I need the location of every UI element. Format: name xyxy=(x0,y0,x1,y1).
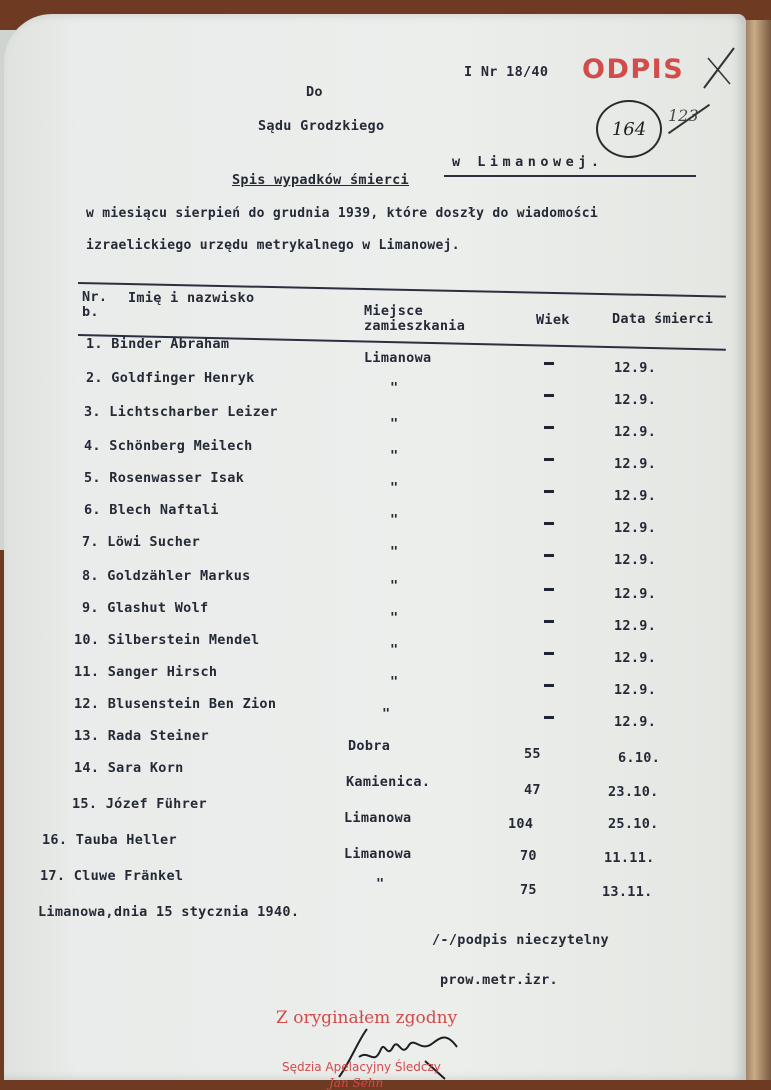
row-7-date: 12.9. xyxy=(614,552,657,568)
document-title: Spis wypadków śmierci xyxy=(232,172,409,188)
row-1-date: 12.9. xyxy=(614,360,657,376)
row-9-date: 12.9. xyxy=(614,618,657,634)
row-12-date: 12.9. xyxy=(614,714,657,730)
row-12-residence: " xyxy=(382,706,391,722)
row-1-residence: Limanowa xyxy=(364,350,432,366)
header-date: Data śmierci xyxy=(612,311,714,327)
addressee-place: w Limanowej. xyxy=(452,154,604,170)
row-15-residence: Limanowa xyxy=(344,810,412,826)
row-4-nr-name: 4. Schönberg Meilech xyxy=(84,438,253,454)
row-7-nr-name: 7. Löwi Sucher xyxy=(82,534,201,550)
row-1-nr-name: 1. Binder Abraham xyxy=(86,336,230,352)
header-nr: Nr. b. xyxy=(82,289,108,320)
row-8-age-dash xyxy=(544,588,554,591)
row-5-nr-name: 5. Rosenwasser Isak xyxy=(84,470,245,486)
row-13-age: 55 xyxy=(524,746,541,762)
row-5-date: 12.9. xyxy=(614,488,657,504)
row-16-nr-name: 16. Tauba Heller xyxy=(42,832,177,848)
circled-number-text: 164 xyxy=(611,118,647,140)
row-6-date: 12.9. xyxy=(614,520,657,536)
signature-note: /-/podpis nieczytelny xyxy=(432,932,609,948)
row-5-age-dash xyxy=(544,490,554,493)
row-2-date: 12.9. xyxy=(614,392,657,408)
row-17-nr-name: 17. Cluwe Fränkel xyxy=(40,868,184,884)
document-page xyxy=(4,14,746,1090)
row-8-date: 12.9. xyxy=(614,586,657,602)
row-7-residence: " xyxy=(390,544,399,560)
intro-line-2: izraelickiego urzędu metrykalnego w Limanowej. xyxy=(86,238,460,253)
row-10-date: 12.9. xyxy=(614,650,657,666)
row-11-date: 12.9. xyxy=(614,682,657,698)
header-age: Wiek xyxy=(536,312,570,328)
addressee-to: Do xyxy=(306,84,323,100)
row-9-nr-name: 9. Glashut Wolf xyxy=(82,600,209,616)
row-4-date: 12.9. xyxy=(614,456,657,472)
row-14-date: 23.10. xyxy=(608,784,659,800)
odpis-stamp: ODPIS xyxy=(582,54,685,85)
row-4-age-dash xyxy=(544,458,554,461)
registry-office: prow.metr.izr. xyxy=(440,972,558,988)
row-8-nr-name: 8. Goldzähler Markus xyxy=(82,568,251,584)
addressee-court: Sądu Grodzkiego xyxy=(258,118,385,134)
row-10-age-dash xyxy=(544,652,554,655)
row-14-age: 47 xyxy=(524,782,541,798)
row-7-age-dash xyxy=(544,554,554,557)
place-underline xyxy=(444,175,696,177)
row-11-age-dash xyxy=(544,684,554,687)
intro-line-1: w miesiącu sierpień do grudnia 1939, które doszły do wiadomości xyxy=(86,206,598,221)
row-9-residence: " xyxy=(390,610,399,626)
row-4-residence: " xyxy=(390,448,399,464)
row-6-age-dash xyxy=(544,522,554,525)
row-3-nr-name: 3. Lichtscharber Leizer xyxy=(84,404,278,420)
row-11-residence: " xyxy=(390,674,399,690)
header-residence: Miejsce zamieszkania xyxy=(364,303,466,334)
row-9-age-dash xyxy=(544,620,554,623)
row-17-residence: " xyxy=(376,876,385,892)
reference-number: I Nr 18/40 xyxy=(464,64,549,80)
row-16-residence: Limanowa xyxy=(344,846,412,862)
row-12-nr-name: 12. Blusenstein Ben Zion xyxy=(74,696,277,712)
row-14-residence: Kamienica. xyxy=(346,774,431,790)
row-13-date: 6.10. xyxy=(618,750,661,766)
judge-title-stamp: Sędzia Apelacyjny Śledczy xyxy=(282,1060,441,1074)
row-10-nr-name: 10. Silberstein Mendel xyxy=(74,632,260,648)
row-15-age: 104 xyxy=(508,816,534,832)
judge-name-stamp: Jan Sehn xyxy=(329,1076,384,1090)
row-10-residence: " xyxy=(390,642,399,658)
cross-mark-icon xyxy=(694,44,744,94)
row-16-date: 11.11. xyxy=(604,850,655,866)
place-date-line: Limanowa,dnia 15 stycznia 1940. xyxy=(38,904,300,920)
certification-stamp: Z oryginałem zgodny xyxy=(276,1008,458,1028)
row-1-age-dash xyxy=(544,362,554,365)
row-2-age-dash xyxy=(544,394,554,397)
header-name: Imię i nazwisko xyxy=(128,290,255,306)
row-3-age-dash xyxy=(544,426,554,429)
row-5-residence: " xyxy=(390,480,399,496)
row-17-age: 75 xyxy=(520,882,537,898)
row-14-nr-name: 14. Sara Korn xyxy=(74,760,184,776)
struck-page-number: 123 xyxy=(668,106,699,125)
row-3-date: 12.9. xyxy=(614,424,657,440)
row-15-nr-name: 15. Józef Führer xyxy=(72,796,207,812)
row-16-age: 70 xyxy=(520,848,537,864)
row-13-residence: Dobra xyxy=(348,738,391,754)
row-3-residence: " xyxy=(390,416,399,432)
row-12-age-dash xyxy=(544,716,554,719)
row-17-date: 13.11. xyxy=(602,884,653,900)
row-2-residence: " xyxy=(390,380,399,396)
row-8-residence: " xyxy=(390,578,399,594)
row-13-nr-name: 13. Rada Steiner xyxy=(74,728,209,744)
row-6-nr-name: 6. Blech Naftali xyxy=(84,502,219,518)
row-6-residence: " xyxy=(390,512,399,528)
row-15-date: 25.10. xyxy=(608,816,659,832)
row-11-nr-name: 11. Sanger Hirsch xyxy=(74,664,218,680)
circled-page-number xyxy=(596,100,662,158)
row-2-nr-name: 2. Goldfinger Henryk xyxy=(86,370,255,386)
